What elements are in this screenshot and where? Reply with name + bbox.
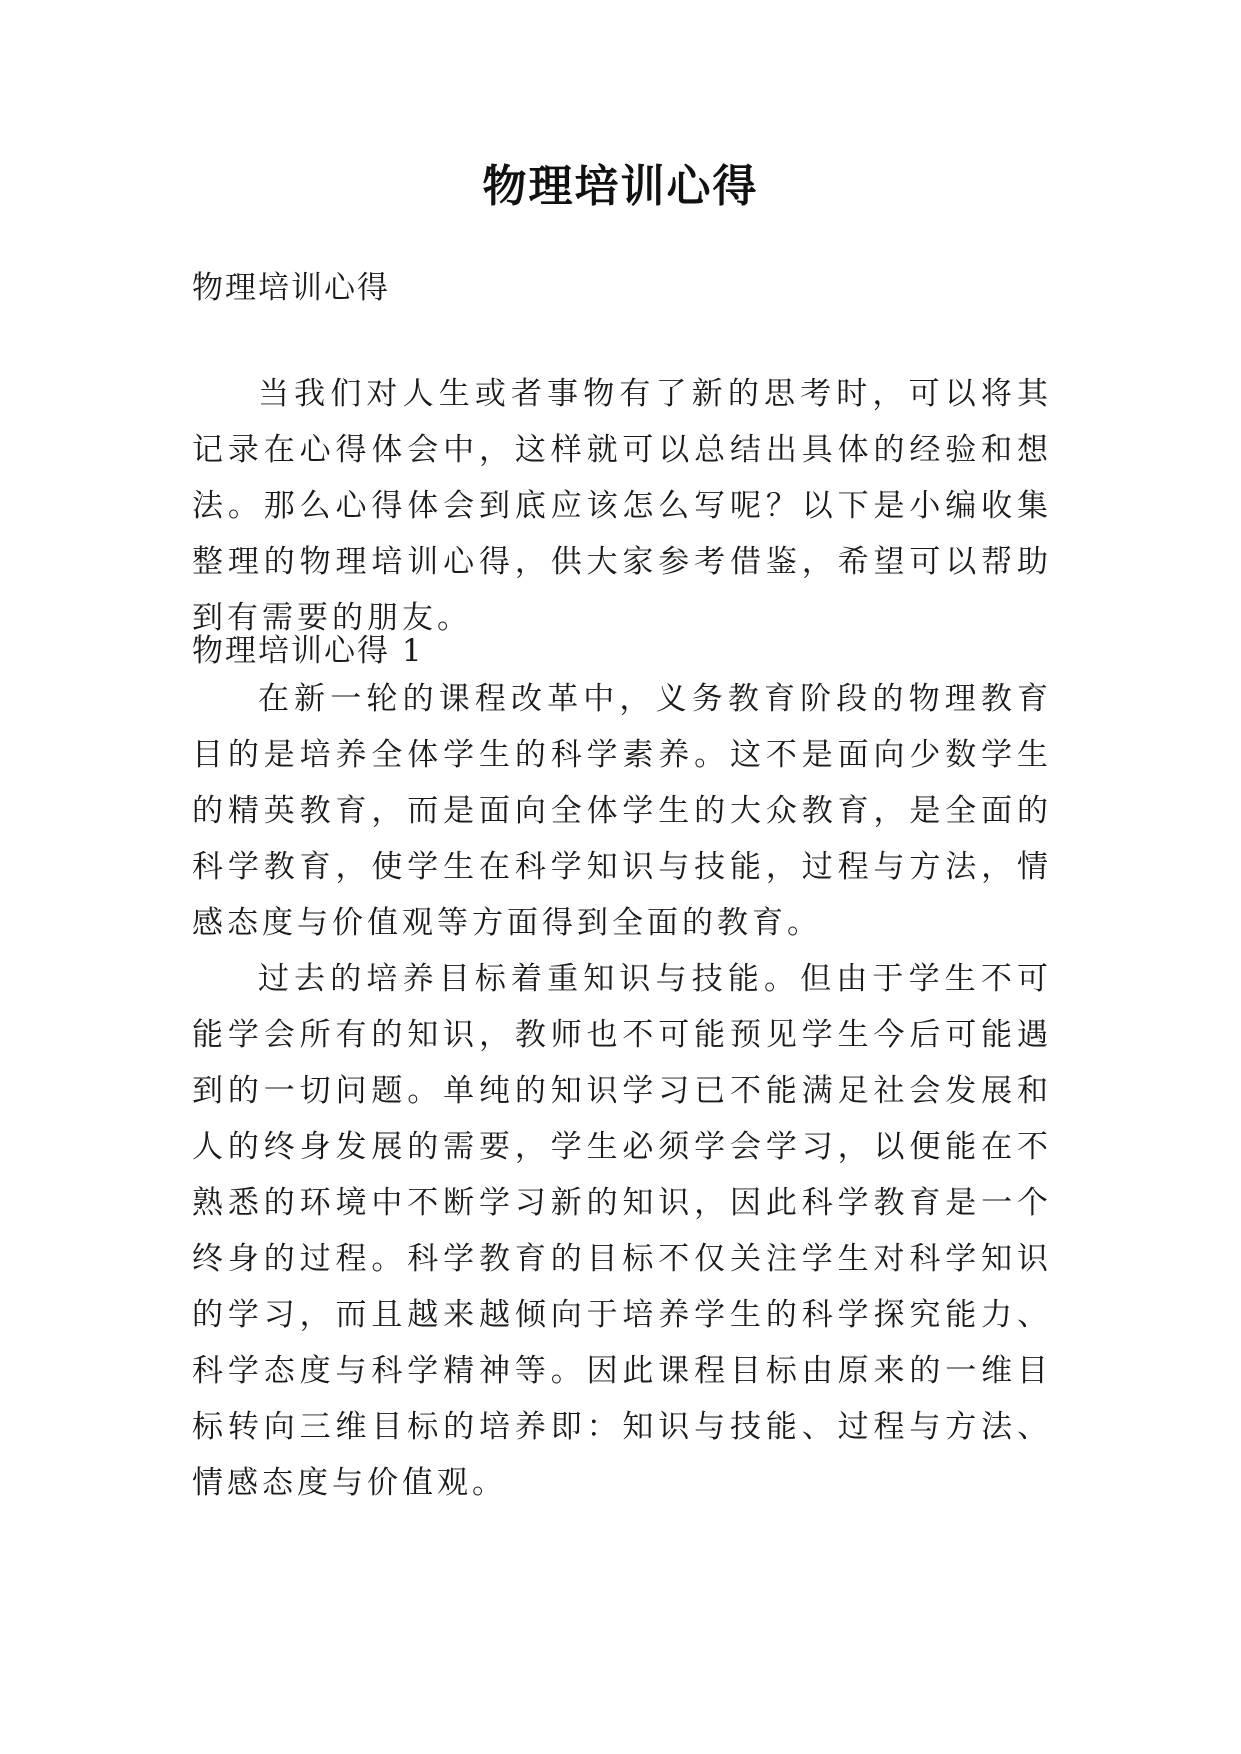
intro-paragraph: 当我们对人生或者事物有了新的思考时，可以将其记录在心得体会中，这样就可以总结出具体的经验和想法。那么心得体会到底应该怎么写呢？以下是小编收集整理的物理培训心得，供大家参考借鉴，希望可以帮助到有需要的朋友。: [192, 376, 1052, 636]
section-1-body: [192, 671, 1052, 1511]
section-1-heading: 物理培训心得 1: [192, 633, 424, 669]
section-1-paragraph: 过去的培养目标着重知识与技能。但由于学生不可能学会所有的知识，教师也不可能预见学生今后可能遇到的一切问题。单纯的知识学习已不能满足社会发展和人的终身发展的需要，学生必须学会学习，以便能在不熟悉的环境中不断学习新的知识，因此科学教育是一个终身的过程。科学教育的目标不仅关注学生对科学知识的学习，而且越来越倾向于培养学生的科学探究能力、科学态度与科学精神等。因此课程目标由原来的一维目标转向三维目标的培养即：知识与技能、过程与方法、情感态度与价值观。: [192, 961, 1052, 1501]
document-subtitle: 物理培训心得: [192, 270, 390, 306]
document-title: 物理培训心得: [482, 161, 759, 212]
intro-paragraph-block: [192, 366, 1052, 646]
section-1-paragraph: 在新一轮的课程改革中，义务教育阶段的物理教育目的是培养全体学生的科学素养。这不是面向少数学生的精英教育，而是面向全体学生的大众教育，是全面的科学教育，使学生在科学知识与技能，过程与方法，情感态度与价值观等方面得到全面的教育。: [192, 681, 1052, 941]
